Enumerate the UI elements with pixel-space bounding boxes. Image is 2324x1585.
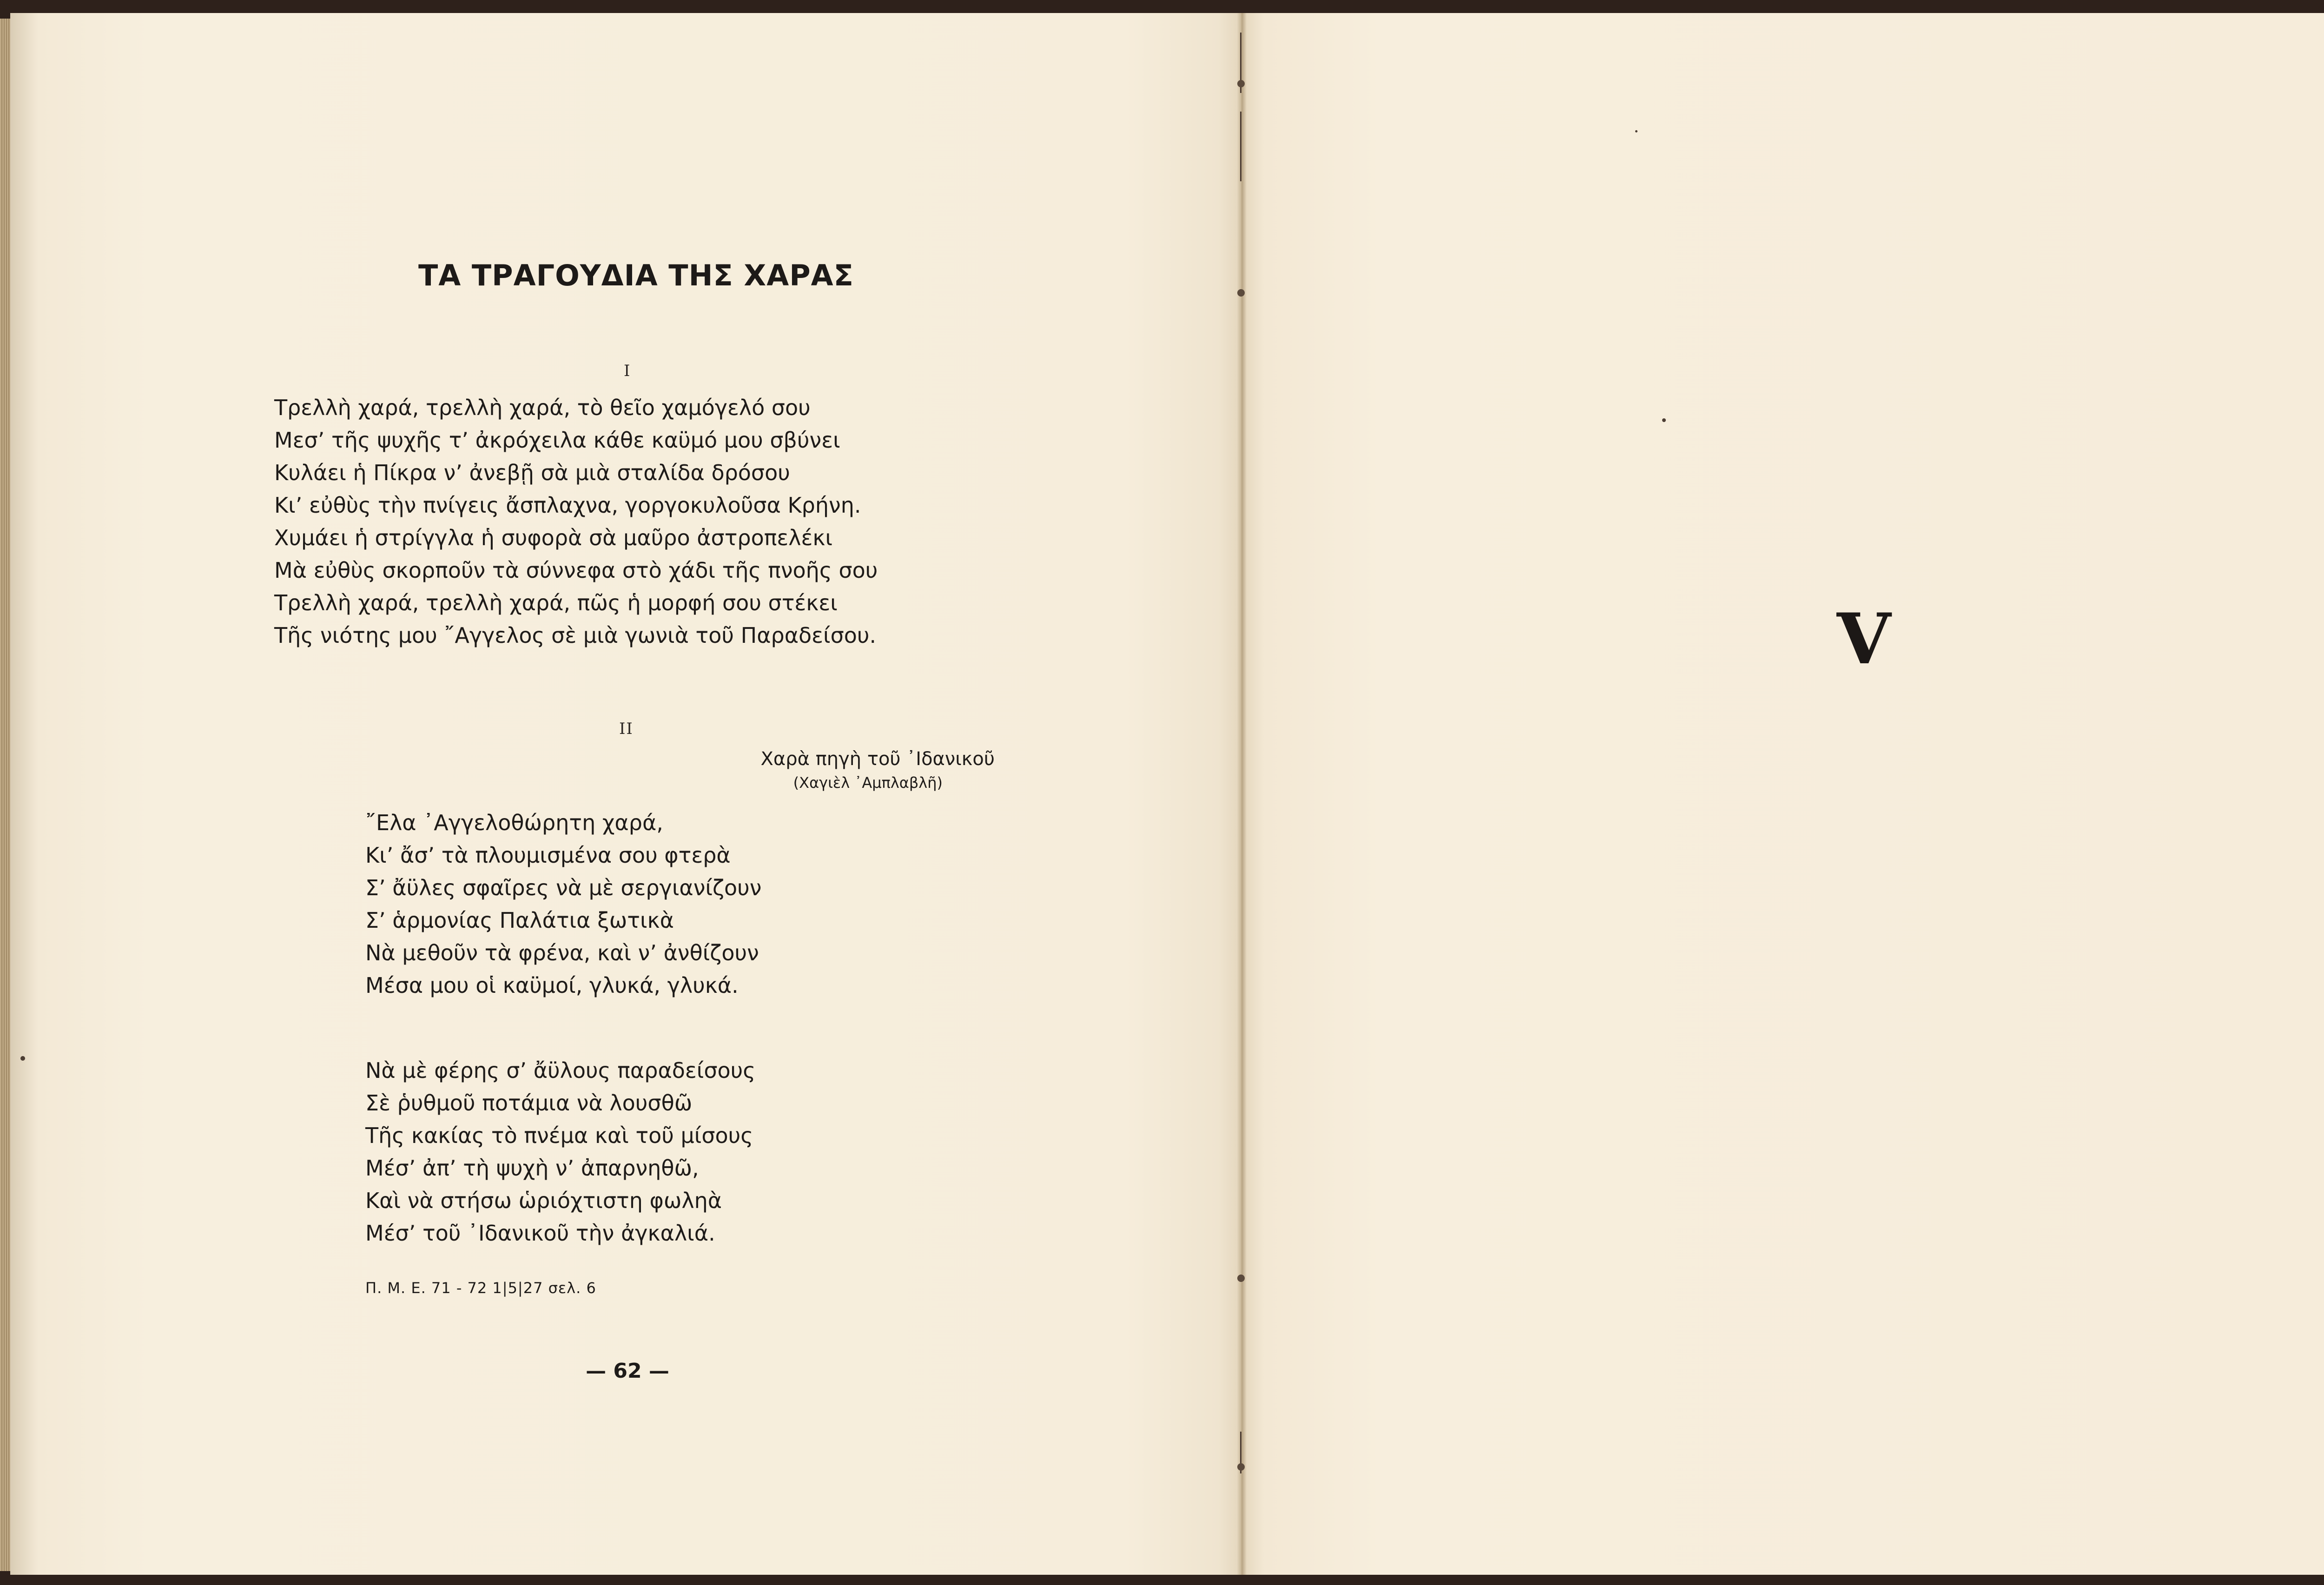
poem-one-numeral: Ι: [624, 362, 631, 380]
binding-stitch: [1237, 1275, 1245, 1282]
poem-line: Μέσ’ τοῦ ᾿Ιδανικοῦ τὴν ἀγκαλιά.: [365, 1221, 715, 1246]
source-citation: Π. Μ. Ε. 71 - 72 1|5|27 σελ. 6: [365, 1279, 596, 1297]
left-page: [10, 13, 1241, 1575]
poem-line: Μέσα μου οἱ καϋμοί, γλυκά, γλυκά.: [365, 973, 739, 998]
paper-speck: [1635, 130, 1637, 132]
poem-line: Κυλάει ἡ Πίκρα ν’ ἀνεβῇ σὰ μιὰ σταλίδα δρόσου: [274, 460, 790, 485]
poem-line: Μεσ’ τῆς ψυχῆς τ’ ἀκρόχειλα κάθε καϋμό μου σβύνει: [274, 428, 840, 453]
poem-line: Τῆς κακίας τὸ πνέμα καὶ τοῦ μίσους: [365, 1123, 753, 1148]
paper-speck: [1662, 418, 1666, 422]
page-title: ΤΑ ΤΡΑΓΟΥΔΙΑ ΤΗΣ ΧΑΡΑΣ: [418, 258, 854, 292]
poem-line: Τρελλὴ χαρά, τρελλὴ χαρά, τὸ θεῖο χαμόγελό σου: [274, 395, 811, 420]
binding-stitch: [1237, 289, 1245, 297]
poem-line: Σ’ ἄϋλες σφαῖρες νὰ μὲ σεργιανίζουν: [365, 875, 762, 900]
poem-line: Μέσ’ ἀπ’ τὴ ψυχὴ ν’ ἀπαρνηθῶ,: [365, 1156, 699, 1181]
binding-stitch: [1237, 80, 1245, 87]
poem-line: Νὰ μὲ φέρης σ’ ἄϋλους παραδείσους: [365, 1058, 756, 1083]
epigraph-quote: Χαρὰ πηγὴ τοῦ ᾿Ιδανικοῦ: [760, 748, 995, 770]
page-number: — 62 —: [586, 1359, 669, 1383]
poem-line: Τῆς νιότης μου ῎Αγγελος σὲ μιὰ γωνιὰ τοῦ Παραδείσου.: [274, 623, 877, 648]
right-page: [1241, 13, 2324, 1575]
poem-two-numeral: ΙΙ: [619, 720, 634, 738]
poem-two-stanza-two: [365, 1054, 755, 1249]
section-numeral: V: [1836, 598, 1891, 680]
poem-line: Μὰ εὐθὺς σκορποῦν τὰ σύννεφα στὸ χάδι τῆς πνοῆς σου: [274, 558, 878, 583]
epigraph-author: (Χαγιὲλ ᾿Αμπλαβλῆ): [793, 774, 943, 792]
book-gutter: [1236, 13, 1247, 1575]
poem-line: Σὲ ῥυθμοῦ ποτάμια νὰ λουσθῶ: [365, 1090, 693, 1116]
left-page-edges: [0, 19, 10, 1571]
poem-line: ῎Ελα ᾿Αγγελοθώρητη χαρά,: [365, 810, 663, 835]
binding-thread: [1240, 112, 1241, 181]
poem-line: Τρελλὴ χαρά, τρελλὴ χαρά, πῶς ἡ μορφή σου στέκει: [274, 590, 838, 615]
paper-speck: [20, 1056, 25, 1061]
poem-line: Χυμάει ἡ στρίγγλα ἡ συφορὰ σὰ μαῦρο ἀστροπελέκι: [274, 525, 833, 550]
poem-line: Νὰ μεθοῦν τὰ φρένα, καὶ ν’ ἀνθίζουν: [365, 940, 759, 965]
poem-line: Κι’ ἄσ’ τὰ πλουμισμένα σου φτερὰ: [365, 843, 731, 868]
poem-line: Κι’ εὐθὺς τὴν πνίγεις ἄσπλαχνα, γοργοκυλοῦσα Κρήνη.: [274, 493, 861, 518]
poem-two-stanza-one: [365, 806, 761, 1002]
poem-one: [274, 391, 878, 652]
epigraph: [651, 746, 995, 793]
poem-line: Σ’ ἁρμονίας Παλάτια ξωτικὰ: [365, 908, 674, 933]
binding-stitch: [1237, 1463, 1245, 1471]
poem-line: Καὶ νὰ στήσω ὡριόχτιστη φωληὰ: [365, 1188, 722, 1213]
